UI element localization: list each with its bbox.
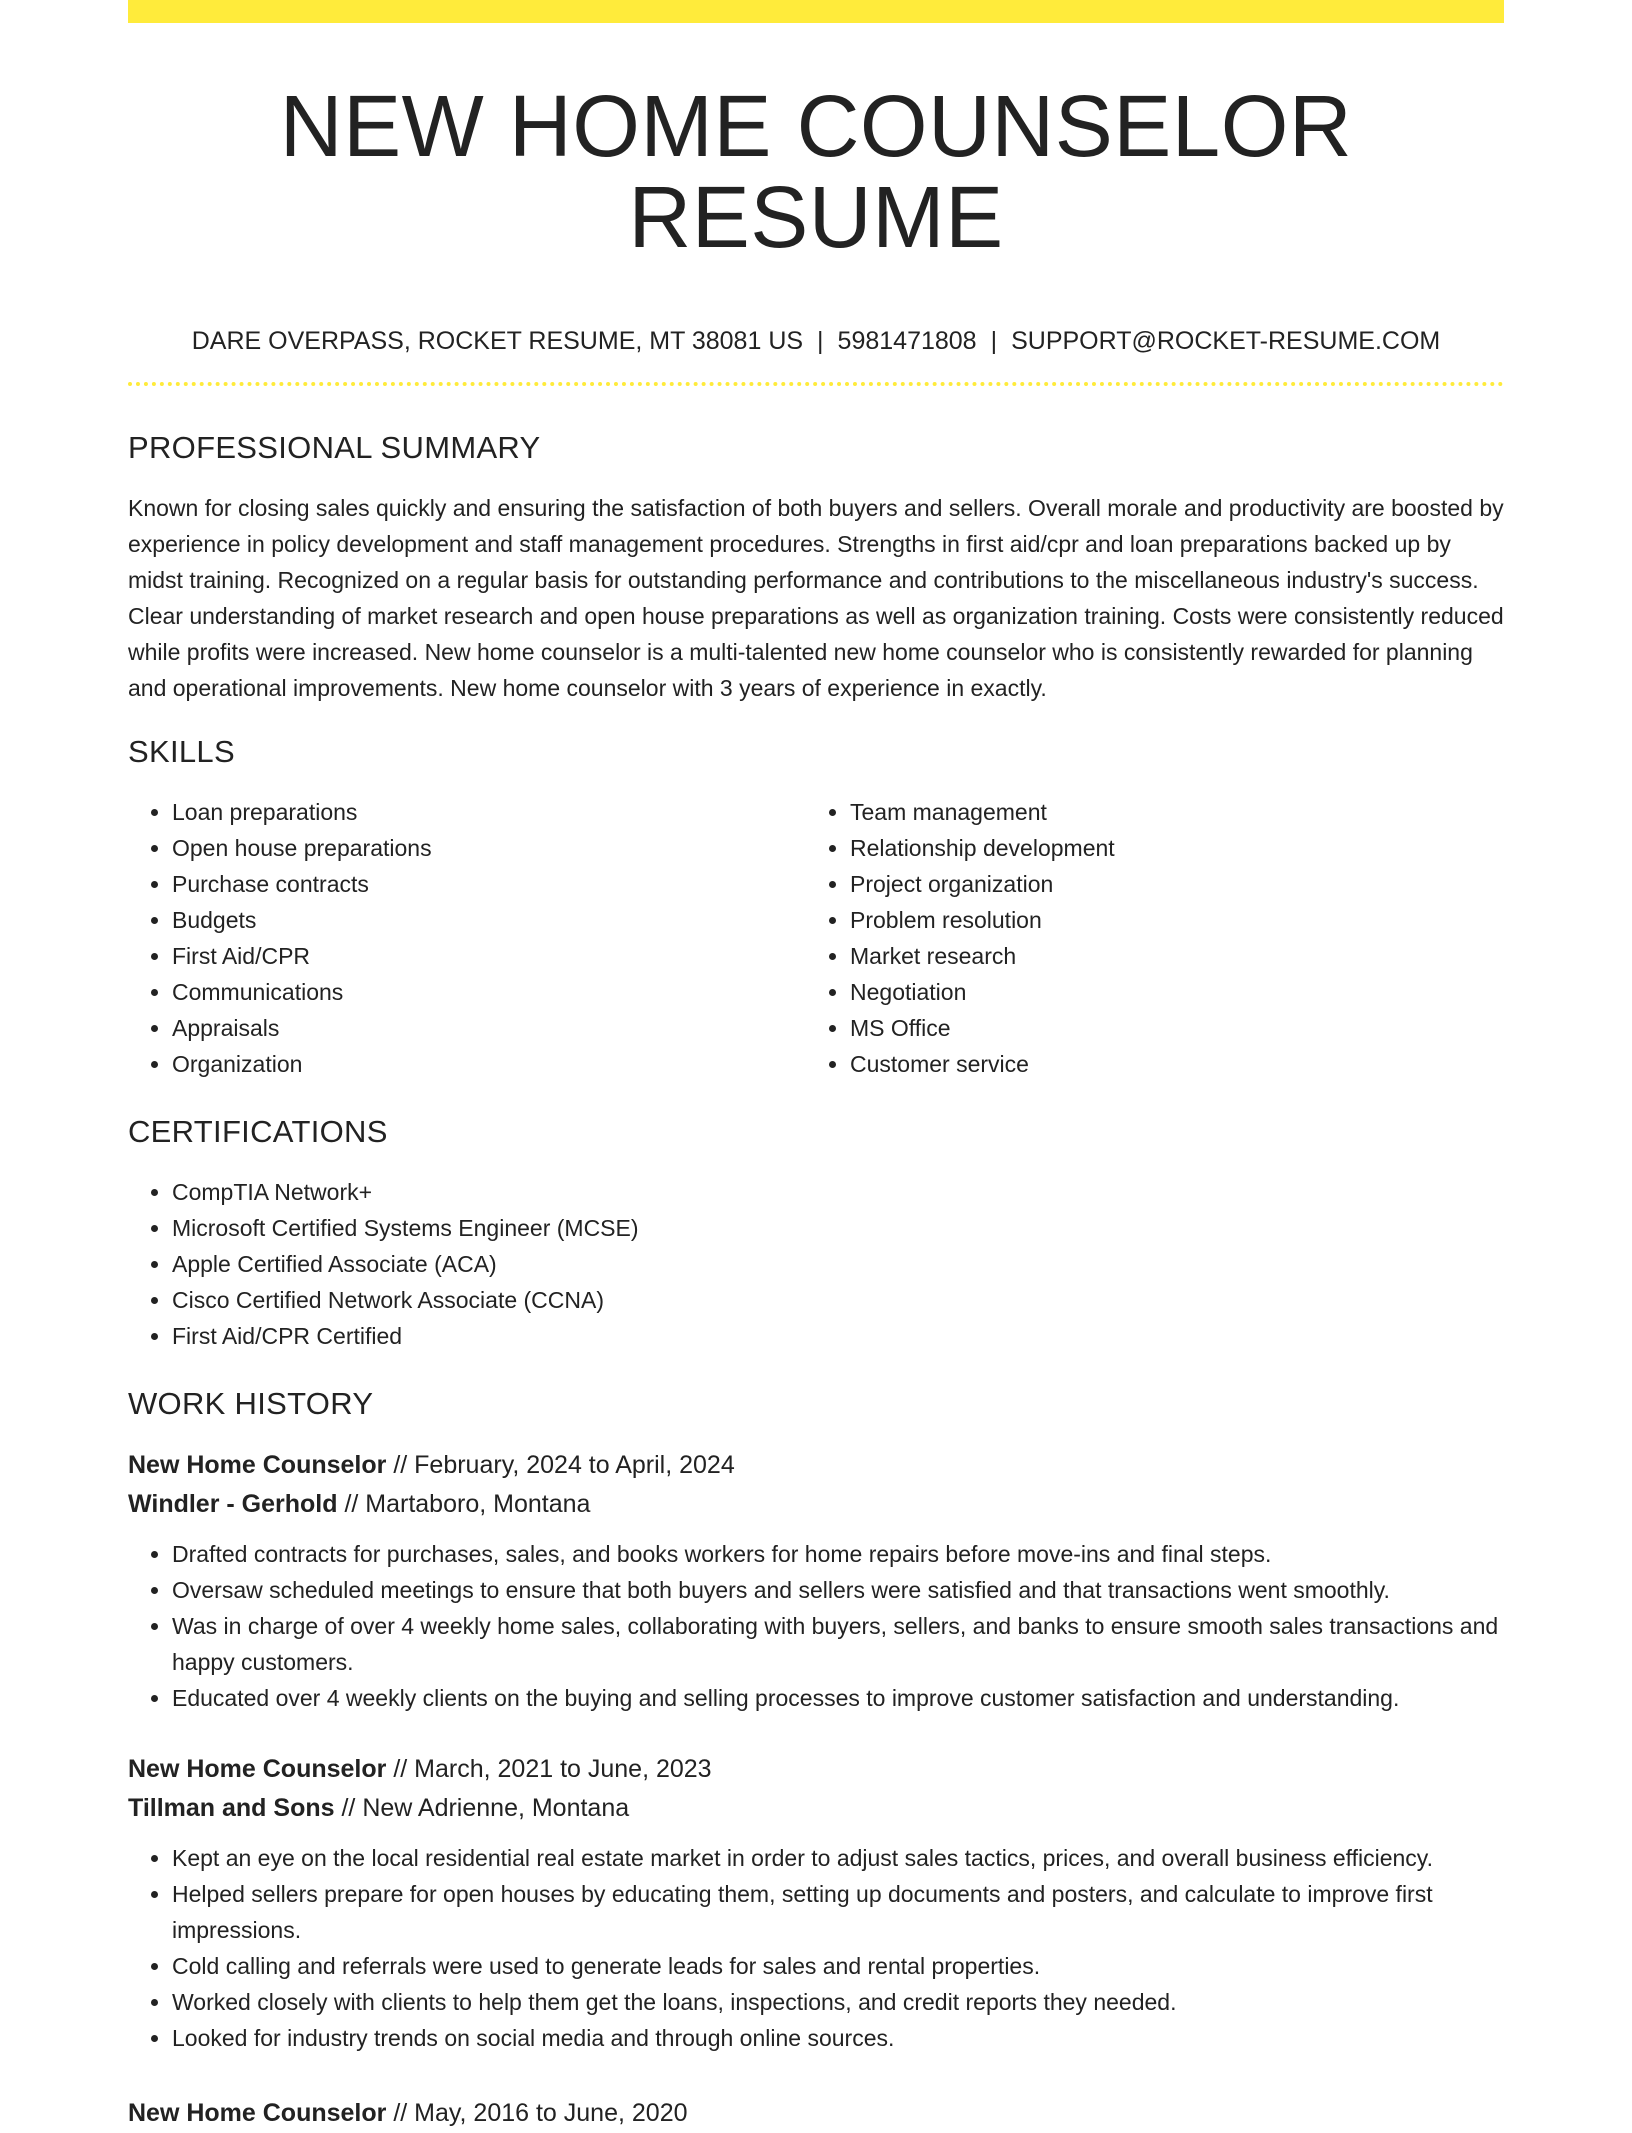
- job-title-line: [128, 1750, 1504, 1789]
- summary-heading: PROFESSIONAL SUMMARY: [128, 429, 541, 465]
- job-location: // Martaboro, Montana: [337, 1489, 591, 1518]
- skill-item: • Organization: [172, 1046, 806, 1082]
- duty-item: • Worked closely with clients to help them get the loans, inspections, and credit reports they needed.: [172, 1984, 1504, 2020]
- duty-item: • Cold calling and referrals were used to generate leads for sales and rental properties.: [172, 1948, 1504, 1984]
- skill-item: • Negotiation: [850, 974, 1484, 1010]
- job-entry: [128, 1446, 1504, 1716]
- certification-item: • Cisco Certified Network Associate (CCNA): [172, 1282, 1504, 1318]
- skill-item: • Communications: [172, 974, 806, 1010]
- duty-item: • Looked for industry trends on social media and through online sources.: [172, 2020, 1504, 2056]
- contact-line: [128, 326, 1504, 356]
- certification-item: • Microsoft Certified Systems Engineer (MCSE): [172, 1210, 1504, 1246]
- skill-item: • First Aid/CPR: [172, 938, 806, 974]
- header-divider: [128, 382, 1504, 386]
- duty-item: • Helped sellers prepare for open houses by educating them, setting up documents and posters, and calculate to improve first impressions.: [172, 1876, 1504, 1948]
- skills-list-right: [806, 794, 1484, 1082]
- job-dates: // May, 2016 to June, 2020: [386, 2098, 688, 2127]
- skill-item: • Appraisals: [172, 1010, 806, 1046]
- contact-phone: 5981471808: [837, 326, 977, 355]
- skill-item: • Market research: [850, 938, 1484, 974]
- job-duties: [128, 1536, 1504, 1716]
- summary-text: Known for closing sales quickly and ensuring the satisfaction of both buyers and sellers. Overall morale and productivity are boosted by experience in policy development and staff management procedures. Strengths in first aid/cpr and loan preparations backed up by midst training. Recognized on a regular basis for outstanding performance and contributions to the miscellaneous industry's success. Clear understanding of market research and open house preparations as well as organization training. Costs were consistently reduced while profits were increased. New home counselor is a multi-talented new home counselor who is consistently rewarded for planning and operational improvements. New home counselor with 3 years of experience in exactly.: [128, 494, 1504, 701]
- duty-item: • Educated over 4 weekly clients on the buying and selling processes to improve customer satisfaction and understanding.: [172, 1680, 1504, 1716]
- duty-item: • Kept an eye on the local residential real estate market in order to adjust sales tactics, prices, and overall business efficiency.: [172, 1840, 1504, 1876]
- job-entry: [128, 1750, 1504, 2056]
- certification-item: • Apple Certified Associate (ACA): [172, 1246, 1504, 1282]
- job-title: New Home Counselor: [128, 1450, 387, 1479]
- skill-item: • Team management: [850, 794, 1484, 830]
- resume-page: [128, 0, 1504, 2133]
- skill-item: • Budgets: [172, 902, 806, 938]
- certification-item: • CompTIA Network+: [172, 1174, 1504, 1210]
- contact-separator: |: [990, 326, 998, 355]
- job-entry: [128, 2094, 1504, 2133]
- job-dates: // February, 2024 to April, 2024: [386, 1450, 735, 1479]
- skills-heading: SKILLS: [128, 733, 235, 769]
- certification-item: • First Aid/CPR Certified: [172, 1318, 1504, 1354]
- certifications-list: [128, 1174, 1504, 1354]
- job-company-line: [128, 1789, 1504, 1828]
- job-title-line: [128, 1446, 1504, 1485]
- job-company: Windler - Gerhold: [128, 1489, 338, 1518]
- work-history-heading: WORK HISTORY: [128, 1385, 374, 1421]
- skills-list-left: [128, 794, 806, 1082]
- page-title: NEW HOME COUNSELOR RESUME: [279, 78, 1353, 267]
- job-location: // New Adrienne, Montana: [334, 1793, 630, 1822]
- job-dates: // March, 2021 to June, 2023: [386, 1754, 712, 1783]
- skill-item: • Loan preparations: [172, 794, 806, 830]
- certifications-heading: CERTIFICATIONS: [128, 1113, 388, 1149]
- top-accent-bar: [128, 0, 1504, 23]
- skill-item: • Project organization: [850, 866, 1484, 902]
- job-duties: [128, 1840, 1504, 2056]
- skill-item: • Relationship development: [850, 830, 1484, 866]
- contact-email: SUPPORT@ROCKET-RESUME.COM: [1011, 326, 1441, 355]
- job-title: New Home Counselor: [128, 2098, 387, 2127]
- job-company-line: [128, 1485, 1504, 1524]
- skill-item: • Customer service: [850, 1046, 1484, 1082]
- skill-item: • MS Office: [850, 1010, 1484, 1046]
- skill-item: • Purchase contracts: [172, 866, 806, 902]
- contact-separator: |: [817, 326, 824, 355]
- skill-item: • Problem resolution: [850, 902, 1484, 938]
- skills-grid: [128, 794, 1504, 1082]
- skill-item: • Open house preparations: [172, 830, 806, 866]
- job-title: New Home Counselor: [128, 1754, 387, 1783]
- job-company: Tillman and Sons: [128, 1793, 335, 1822]
- duty-item: • Oversaw scheduled meetings to ensure that both buyers and sellers were satisfied and that transactions went smoothly.: [172, 1572, 1504, 1608]
- duty-item: • Drafted contracts for purchases, sales, and books workers for home repairs before move-ins and final steps.: [172, 1536, 1504, 1572]
- job-title-line: [128, 2094, 1504, 2133]
- duty-item: • Was in charge of over 4 weekly home sales, collaborating with buyers, sellers, and banks to ensure smooth sales transactions and happy customers.: [172, 1608, 1504, 1680]
- contact-address: DARE OVERPASS, ROCKET RESUME, MT 38081 US: [191, 326, 804, 355]
